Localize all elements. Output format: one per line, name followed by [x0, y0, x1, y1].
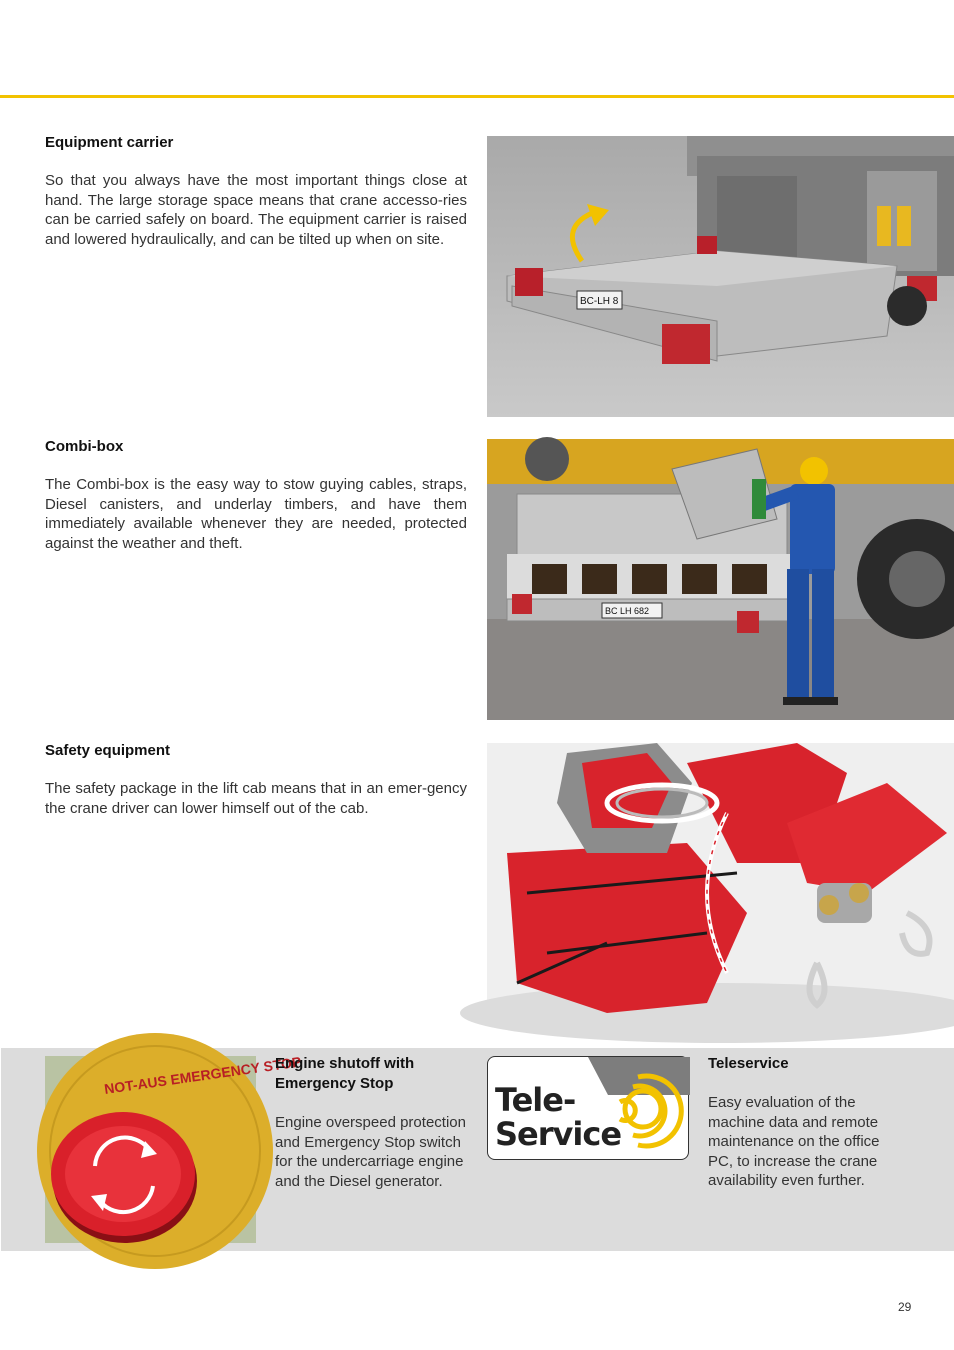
engine-shutoff-title: Engine shutoff with Emergency Stop [275, 1055, 415, 1092]
section-title: Safety equipment [45, 742, 171, 759]
combibox-license-plate: BC LH 682 [605, 606, 650, 616]
combi-box-photo [487, 439, 954, 720]
teleservice-logo-text [495, 1083, 621, 1151]
teleservice-title: Teleservice [708, 1055, 789, 1072]
teleservice-logo [487, 1056, 689, 1160]
section-title: Equipment carrier [45, 134, 174, 151]
section-safety-equipment [45, 741, 467, 818]
carrier-license-plate: BC-LH 8 [580, 296, 619, 307]
teleservice-body: Easy evaluation of the machine data and remote maintenance on the office PC, to increase the crane availability even further. [708, 1094, 880, 1189]
section-body: The Combi-box is the easy way to stow guying cables, straps, Diesel canisters, and underlay timbers, and have them immediately available whenever they are needed, protected against the weather and theft. [45, 476, 467, 552]
header-rule [0, 95, 954, 98]
section-equipment-carrier [45, 133, 467, 249]
emergency-ring-text: NOT-AUS EMERGENCY STOP [103, 1053, 303, 1097]
emergency-stop-photo [45, 1053, 303, 1243]
page-number: 29 [898, 1300, 912, 1314]
teleservice-logo-line1: Tele- [495, 1081, 576, 1119]
section-body: The safety package in the lift cab means that in an emer-gency the crane driver can lower himself out of the cab. [45, 780, 467, 817]
section-title: Combi-box [45, 438, 124, 455]
section-combi-box [45, 437, 467, 553]
teleservice-logo-line2: Service [495, 1115, 622, 1153]
section-body: So that you always have the most important things close at hand. The large storage space means that crane accesso-ries can be carried safely on board. The equipment carrier is raised and lowered hydraulically, and can be tilted up when on site. [45, 172, 467, 248]
engine-shutoff-body: Engine overspeed protection and Emergency Stop switch for the undercarriage engine and the Diesel generator. [275, 1114, 466, 1190]
safety-equipment-photo [487, 743, 954, 1024]
equipment-carrier-photo [487, 136, 954, 417]
teleservice-block [708, 1054, 908, 1191]
engine-shutoff-block [275, 1054, 475, 1191]
